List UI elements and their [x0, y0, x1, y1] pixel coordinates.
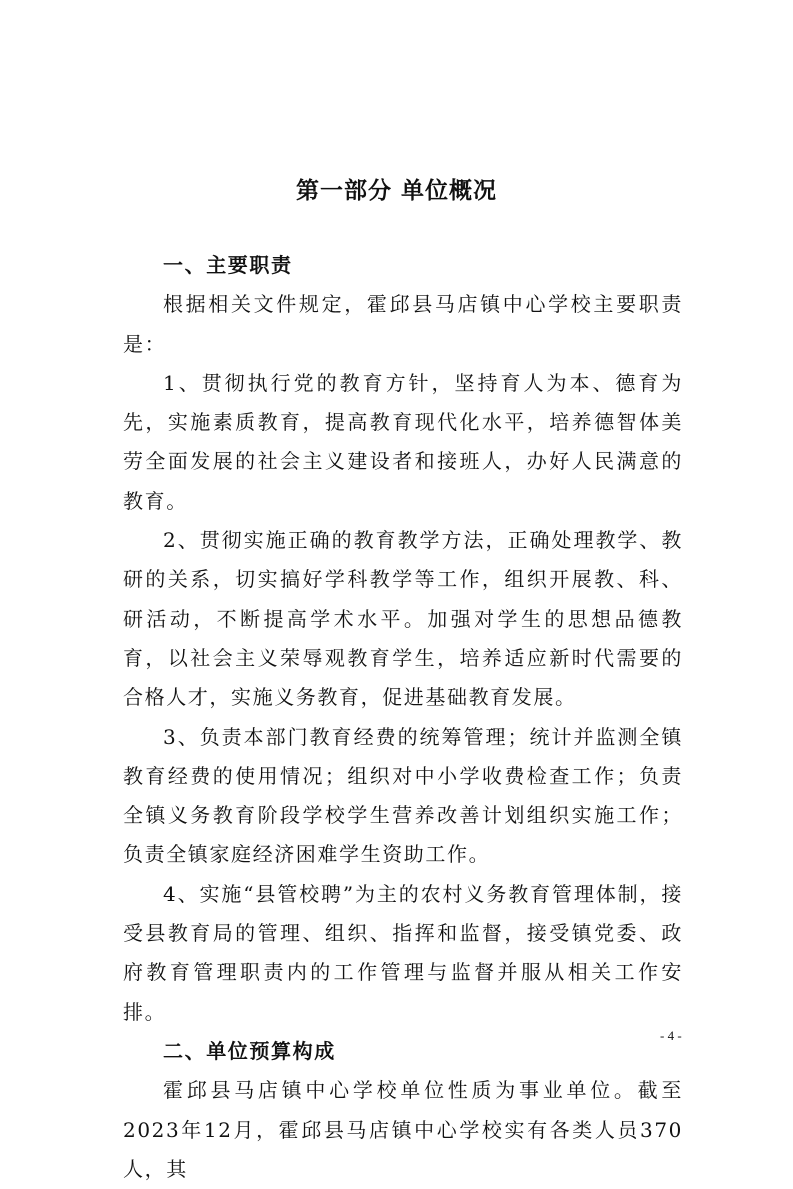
section-heading-duties: 一、主要职责	[163, 253, 293, 277]
budget-structure-paragraph: 霍邱县马店镇中心学校单位性质为事业单位。截至2023年12月，霍邱县马店镇中心学校实有各类人员370人，其	[123, 1078, 683, 1181]
duties-intro-paragraph: 根据相关文件规定，霍邱县马店镇中心学校主要职责是：	[123, 292, 683, 356]
duty-item-1: 1、贯彻执行党的教育方针，坚持育人为本、德育为先，实施素质教育，提高教育现代化水平，培养德智体美劳全面发展的社会主义建设者和接班人，办好人民满意的教育。	[123, 370, 683, 513]
page-number: - 4 -	[660, 1028, 682, 1043]
document-body	[123, 246, 683, 1189]
duty-item-3: 3、负责本部门教育经费的统筹管理；统计并监测全镇教育经费的使用情况；组织对中小学收费检查工作；负责全镇义务教育阶段学校学生营养改善计划组织实施工作；负责全镇家庭经济困难学生资助工作。	[123, 724, 683, 867]
duty-item-2: 2、贯彻实施正确的教育教学方法，正确处理教学、教研的关系，切实搞好学科教学等工作，组织开展教、科、研活动，不断提高学术水平。加强对学生的思想品德教育，以社会主义荣辱观教育学生，培养适应新时代需要的合格人才，实施义务教育，促进基础教育发展。	[123, 528, 683, 710]
page-title: 第一部分 单位概况	[295, 178, 497, 204]
duty-item-4: 4、实施“县管校聘”为主的农村义务教育管理体制，接受县教育局的管理、组织、指挥和监督，接受镇党委、政府教育管理职责内的工作管理与监督并服从相关工作安排。	[123, 881, 683, 1024]
section-heading-budget-structure: 二、单位预算构成	[163, 1038, 336, 1063]
